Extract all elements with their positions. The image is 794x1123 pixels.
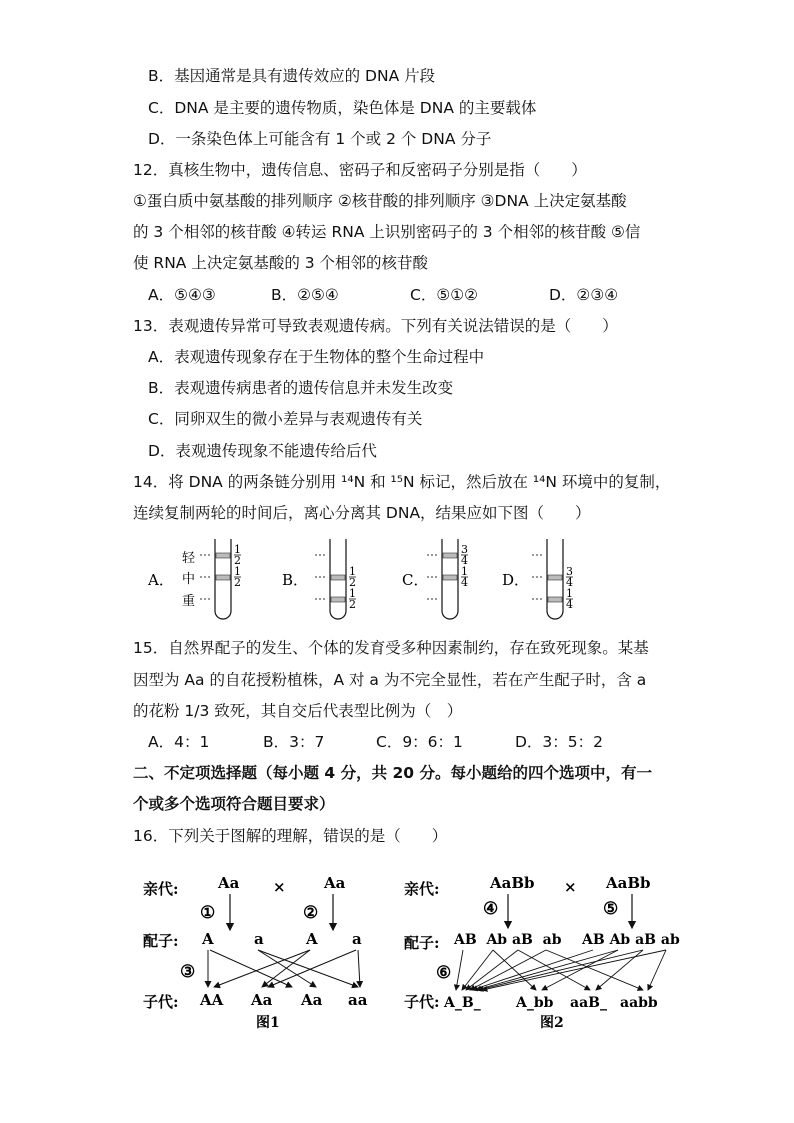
fig1-step3: ③ <box>180 962 196 982</box>
fig2-parent1: AaBb <box>490 874 535 892</box>
fig2-offspring-1: A_B_ <box>444 995 481 1011</box>
fig1-parent-label: 亲代: <box>143 880 179 898</box>
fig1-offspring-1: AA <box>200 991 224 1009</box>
fig2-offspring-2: A_bb <box>516 995 554 1011</box>
q12-stem: 12．真核生物中，遗传信息、密码子和反密码子分别是指（ ） <box>133 161 587 179</box>
q12-option-b: B．②⑤④ <box>271 286 339 304</box>
q15-option-a: A．4：1 <box>148 733 210 751</box>
q14-d-frac1-num: 3 <box>566 565 573 578</box>
q11-option-c: C．DNA 是主要的遗传物质，染色体是 DNA 的主要载体 <box>148 99 537 117</box>
q12-items-line3: 使 RNA 上决定氨基酸的 3 个相邻的核苷酸 <box>133 254 429 272</box>
q14-a-frac1-den: 2 <box>234 554 241 567</box>
q13-option-b: B．表观遗传病患者的遗传信息并未发生改变 <box>148 379 454 397</box>
q14-a-frac2-den: 2 <box>234 576 241 589</box>
q14-a-frac2-num: 1 <box>234 565 241 578</box>
q14-option-c-letter: C． <box>402 571 429 589</box>
section2-heading-line2: 个或多个选项符合题目要求） <box>133 795 335 813</box>
fig1-offspring-4: aa <box>348 991 368 1009</box>
q14-a-frac1-num: 1 <box>234 543 241 556</box>
q15-line2: 因型为 Aa 的自花授粉植株，A 对 a 为不完全显性，若在产生配子时，含 a <box>133 671 647 689</box>
q14-c-frac1-num: 3 <box>461 543 468 556</box>
fig2-parent-label: 亲代: <box>404 880 440 898</box>
q15-option-c: C．9：6：1 <box>376 733 463 751</box>
fig1-offspring-2: Aa <box>251 991 273 1009</box>
fig1-cross: × <box>273 878 286 896</box>
fig1-offspring-3: Aa <box>301 991 323 1009</box>
q14-c-frac1-den: 4 <box>461 554 468 567</box>
fig2-gamete-label: 配子: <box>404 934 440 952</box>
fig1-gamete-label: 配子: <box>143 932 179 950</box>
fig1-parent2: Aa <box>324 874 346 892</box>
fig2-offspring-3: aaB_ <box>570 995 607 1011</box>
q12-option-d: D．②③④ <box>549 286 619 304</box>
fig2-offspring-4: aabb <box>620 995 658 1011</box>
q14-d-frac2-num: 1 <box>566 587 573 600</box>
section2-heading-line1: 二、不定项选择题（每小题 4 分，共 20 分。每小题给的四个选项中，有一 <box>133 764 652 782</box>
fig1-caption: 图1 <box>256 1015 280 1031</box>
q12-items-line1: ①蛋白质中氨基酸的排列顺序 ②核苷酸的排列顺序 ③DNA 上决定氨基酸 <box>133 192 627 210</box>
q14-tube-label-mid: 中 <box>182 572 196 587</box>
fig2-parent2: AaBb <box>606 874 651 892</box>
q14-tube-a <box>200 539 241 619</box>
fig1-step2: ② <box>303 903 319 923</box>
q14-b-frac2-num: 1 <box>349 587 356 600</box>
q14-tube-label-light: 轻 <box>182 551 196 566</box>
fig1-gamete-2: a <box>254 930 264 948</box>
q14-d-frac1-den: 4 <box>566 576 573 589</box>
q14-c-frac2-num: 1 <box>461 565 468 578</box>
fig2-cross: × <box>564 878 577 896</box>
q14-stem-line1: 14．将 DNA 的两条链分别用 ¹⁴N 和 ¹⁵N 标记，然后放在 ¹⁴N 环境中的复制， <box>133 473 671 491</box>
q15-line1: 15．自然界配子的发生、个体的发育受多种因素制约，存在致死现象。某基 <box>133 639 649 657</box>
fig2-caption: 图2 <box>540 1015 564 1031</box>
fig1-gamete-1: A <box>202 930 214 948</box>
q15-line3: 的花粉 1/3 致死，其自交后代表型比例为（ ） <box>133 702 463 720</box>
fig2-step5: ⑤ <box>603 899 619 919</box>
q14-stem-line2: 连续复制两轮的时间后，离心分离其 DNA，结果应如下图（ ） <box>133 504 591 522</box>
q14-option-b-letter: B． <box>282 571 309 589</box>
q14-c-frac2-den: 4 <box>461 576 468 589</box>
fig2-offspring-label: 子代: <box>404 993 440 1011</box>
fig1-gamete-4: a <box>352 930 362 948</box>
q12-items-line2: 的 3 个相邻的核苷酸 ④转运 RNA 上识别密码子的 3 个相邻的核苷酸 ⑤信 <box>133 223 641 241</box>
q14-d-frac2-den: 4 <box>566 598 573 611</box>
q14-b-frac1-num: 1 <box>349 565 356 578</box>
q15-option-d: D．3：5：2 <box>515 733 604 751</box>
fig2-gametes-right: AB Ab aB ab <box>582 932 680 948</box>
fig2-step4: ④ <box>483 899 499 919</box>
q15-option-b: B．3：7 <box>263 733 325 751</box>
fig1-parent1: Aa <box>218 874 240 892</box>
q14-option-a-letter: A． <box>148 571 174 589</box>
q12-option-a: A．⑤④③ <box>148 286 216 304</box>
q16-stem: 16．下列关于图解的理解，错误的是（ ） <box>133 827 448 845</box>
q14-b-frac1-den: 2 <box>349 576 356 589</box>
q16-diagrams <box>138 862 698 1042</box>
figure2-diagram <box>404 874 680 1031</box>
fig2-step6: ⑥ <box>436 963 452 983</box>
q12-option-c: C．⑤①② <box>410 286 479 304</box>
q14-tube-c <box>427 539 468 619</box>
q14-tube-d <box>532 539 573 619</box>
q14-tube-b <box>315 539 356 619</box>
q13-stem: 13．表观遗传异常可导致表观遗传病。下列有关说法错误的是（ ） <box>133 317 618 335</box>
fig2-gametes-left: AB Ab aB ab <box>454 932 562 948</box>
fig1-offspring-label: 子代: <box>143 993 179 1011</box>
fig1-gamete-3: A <box>306 930 318 948</box>
q13-option-d: D．表观遗传现象不能遗传给后代 <box>148 442 377 460</box>
q14-b-frac2-den: 2 <box>349 598 356 611</box>
q11-option-b: B．基因通常是具有遗传效应的 DNA 片段 <box>148 67 436 85</box>
figure1-diagram <box>143 874 368 1031</box>
q14-tubes-figure <box>140 535 600 630</box>
fig1-step1: ① <box>200 903 216 923</box>
q13-option-a: A．表观遗传现象存在于生物体的整个生命过程中 <box>148 348 485 366</box>
q14-tube-label-heavy: 重 <box>182 594 196 609</box>
q11-option-d: D．一条染色体上可能含有 1 个或 2 个 DNA 分子 <box>148 130 492 148</box>
q13-option-c: C．同卵双生的微小差异与表观遗传有关 <box>148 410 423 428</box>
q14-option-d-letter: D． <box>502 571 530 589</box>
